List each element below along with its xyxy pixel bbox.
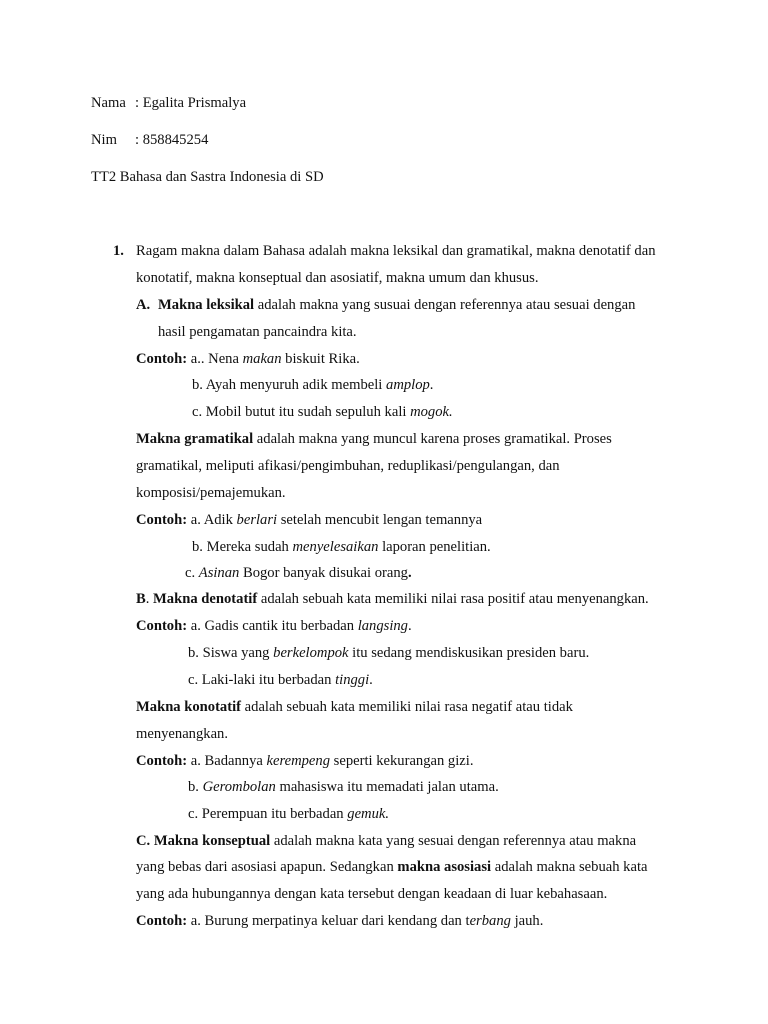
section-c-definition-line-1: C. Makna konseptual adalah makna kata yang sesuai dengan referennya atau makna xyxy=(136,833,637,849)
gramatikal-example-a: Contoh: a. Adik berlari setelah mencubit lengan temannya xyxy=(136,512,483,528)
section-b-example-c: c. Laki-laki itu berbadan tinggi. xyxy=(188,672,373,688)
term-makna-konotatif: Makna konotatif xyxy=(136,699,242,715)
section-a-example-b: b. Ayah menyuruh adik membeli amplop. xyxy=(192,377,434,393)
intro-line-2: konotatif, makna konseptual dan asosiatif, makna umum dan khusus. xyxy=(136,270,539,286)
gramatikal-example-c: c. Asinan Bogor banyak disukai orang. xyxy=(185,565,412,581)
section-b-example-b: b. Siswa yang berkelompok itu sedang mendiskusikan presiden baru. xyxy=(188,645,590,661)
gramatikal-definition-line-1: Makna gramatikal adalah makna yang muncul karena proses gramatikal. Proses xyxy=(136,431,612,447)
gramatikal-definition-line-2: gramatikal, meliputi afikasi/pengimbuhan, reduplikasi/pengulangan, dan xyxy=(136,458,560,474)
nim-label: Nim xyxy=(91,132,117,148)
konotatif-example-c: c. Perempuan itu berbadan gemuk. xyxy=(188,806,390,822)
section-b-marker: B xyxy=(136,591,146,607)
section-a-example-c: c. Mobil butut itu sudah sepuluh kali mogok. xyxy=(192,404,453,420)
term-makna-denotatif: Makna denotatif xyxy=(153,591,258,607)
section-b-definition-line-1: B. Makna denotatif adalah sebuah kata memiliki nilai rasa positif atau menyenangkan. xyxy=(136,591,649,607)
term-makna-konseptual: C. Makna konseptual xyxy=(136,833,271,849)
section-c-example-a: Contoh: a. Burung merpatinya keluar dari kendang dan terbang jauh. xyxy=(136,913,544,929)
section-a-definition-line-1: Makna leksikal adalah makna yang susuai dengan referennya atau sesuai dengan xyxy=(158,297,636,313)
gramatikal-definition-line-3: komposisi/pemajemukan. xyxy=(136,485,286,501)
name-label: Nama xyxy=(91,95,126,111)
section-c-definition-line-3: yang ada hubungannya dengan kata tersebut dengan keadaan di luar kebahasaan. xyxy=(136,886,608,902)
section-a-marker: A. xyxy=(136,297,151,313)
term-makna-leksikal: Makna leksikal xyxy=(158,297,255,313)
konotatif-example-a: Contoh: a. Badannya kerempeng seperti kekurangan gizi. xyxy=(136,753,474,769)
section-a-definition-line-2: hasil pengamatan pancaindra kita. xyxy=(158,324,357,340)
gramatikal-example-b: b. Mereka sudah menyelesaikan laporan penelitian. xyxy=(192,539,491,555)
section-c-definition-line-2: yang bebas dari asosiasi apapun. Sedangkan makna asosiasi adalah makna sebuah kata xyxy=(136,859,648,875)
intro-line-1: Ragam makna dalam Bahasa adalah makna leksikal dan gramatikal, makna denotatif dan xyxy=(136,243,656,259)
term-makna-asosiasi: makna asosiasi xyxy=(397,859,492,875)
section-a-example-a: Contoh: a.. Nena makan biskuit Rika. xyxy=(136,351,360,367)
konotatif-definition-line-1: Makna konotatif adalah sebuah kata memiliki nilai rasa negatif atau tidak xyxy=(136,699,573,715)
course-title: TT2 Bahasa dan Sastra Indonesia di SD xyxy=(91,169,324,185)
konotatif-example-b: b. Gerombolan mahasiswa itu memadati jalan utama. xyxy=(188,779,499,795)
konotatif-definition-line-2: menyenangkan. xyxy=(136,726,228,742)
student-name-row xyxy=(91,94,247,112)
item-number: 1. xyxy=(113,243,124,259)
nim-value: : 858845254 xyxy=(135,132,209,148)
name-value: : Egalita Prismalya xyxy=(135,95,247,111)
student-id-row xyxy=(91,131,209,149)
section-b-example-a: Contoh: a. Gadis cantik itu berbadan langsing. xyxy=(136,618,412,634)
term-makna-gramatikal: Makna gramatikal xyxy=(136,431,254,447)
